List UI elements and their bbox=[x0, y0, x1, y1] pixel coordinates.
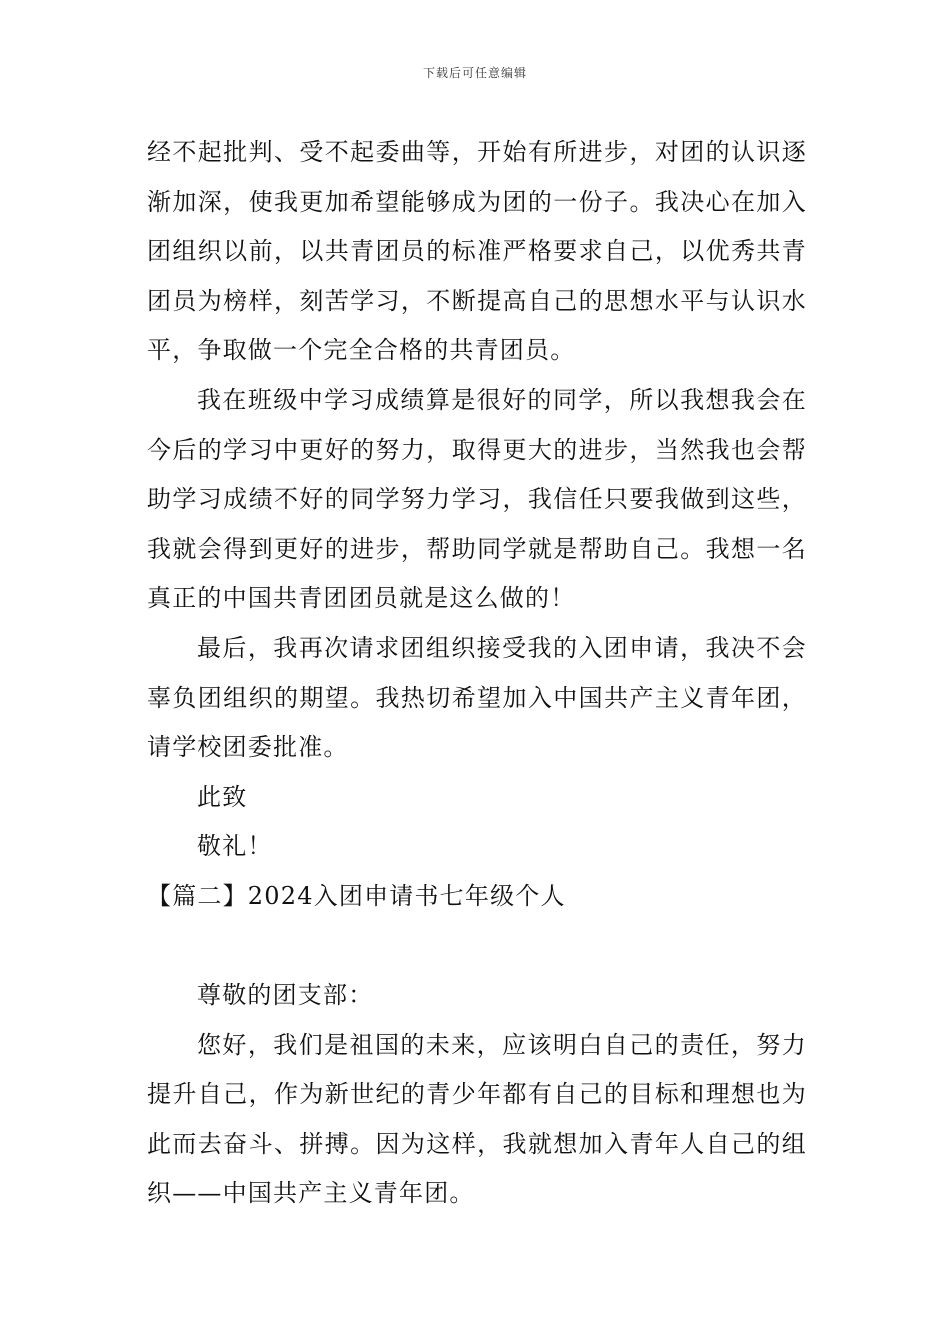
paragraph-request: 最后，我再次请求团组织接受我的入团申请，我决不会辜负团组织的期望。我热切希望加入中国共产主义青年团，请学校团委批准。 bbox=[147, 633, 807, 762]
closing-line-2: 敬礼！ bbox=[197, 832, 273, 861]
paragraph-continuation: 经不起批判、受不起委曲等，开始有所进步，对团的认识逐渐加深，使我更加希望能够成为团的一份子。我决心在加入团组织以前，以共青团员的标准严格要求自己，以优秀共青团员为榜样，刻苦学习，不断提高自己的思想水平与认识水平，争取做一个完全合格的共青团员。 bbox=[147, 138, 807, 365]
paragraph-greeting: 您好，我们是祖国的未来，应该明白自己的责任，努力提升自己，作为新世纪的青少年都有自己的目标和理想也为此而去奋斗、拼搏。因为这样，我就想加入青年人自己的组织——中国共产主义青年团。 bbox=[147, 1030, 807, 1208]
section-heading: 【篇二】2024入团申请书七年级个人 bbox=[147, 881, 566, 910]
closing-line-1: 此致 bbox=[197, 782, 248, 811]
paragraph-study: 我在班级中学习成绩算是很好的同学，所以我想我会在今后的学习中更好的努力，取得更大的进步，当然我也会帮助学习成绩不好的同学努力学习，我信任只要我做到这些，我就会得到更好的进步，帮助同学就是帮助自己。我想一名真正的中国共青团团员就是这么做的！ bbox=[147, 385, 807, 613]
section-spacer bbox=[147, 922, 807, 972]
salutation: 尊敬的团支部： bbox=[197, 981, 374, 1010]
document-body bbox=[147, 128, 807, 1219]
header-note: 下载后可任意编辑 bbox=[422, 66, 527, 80]
